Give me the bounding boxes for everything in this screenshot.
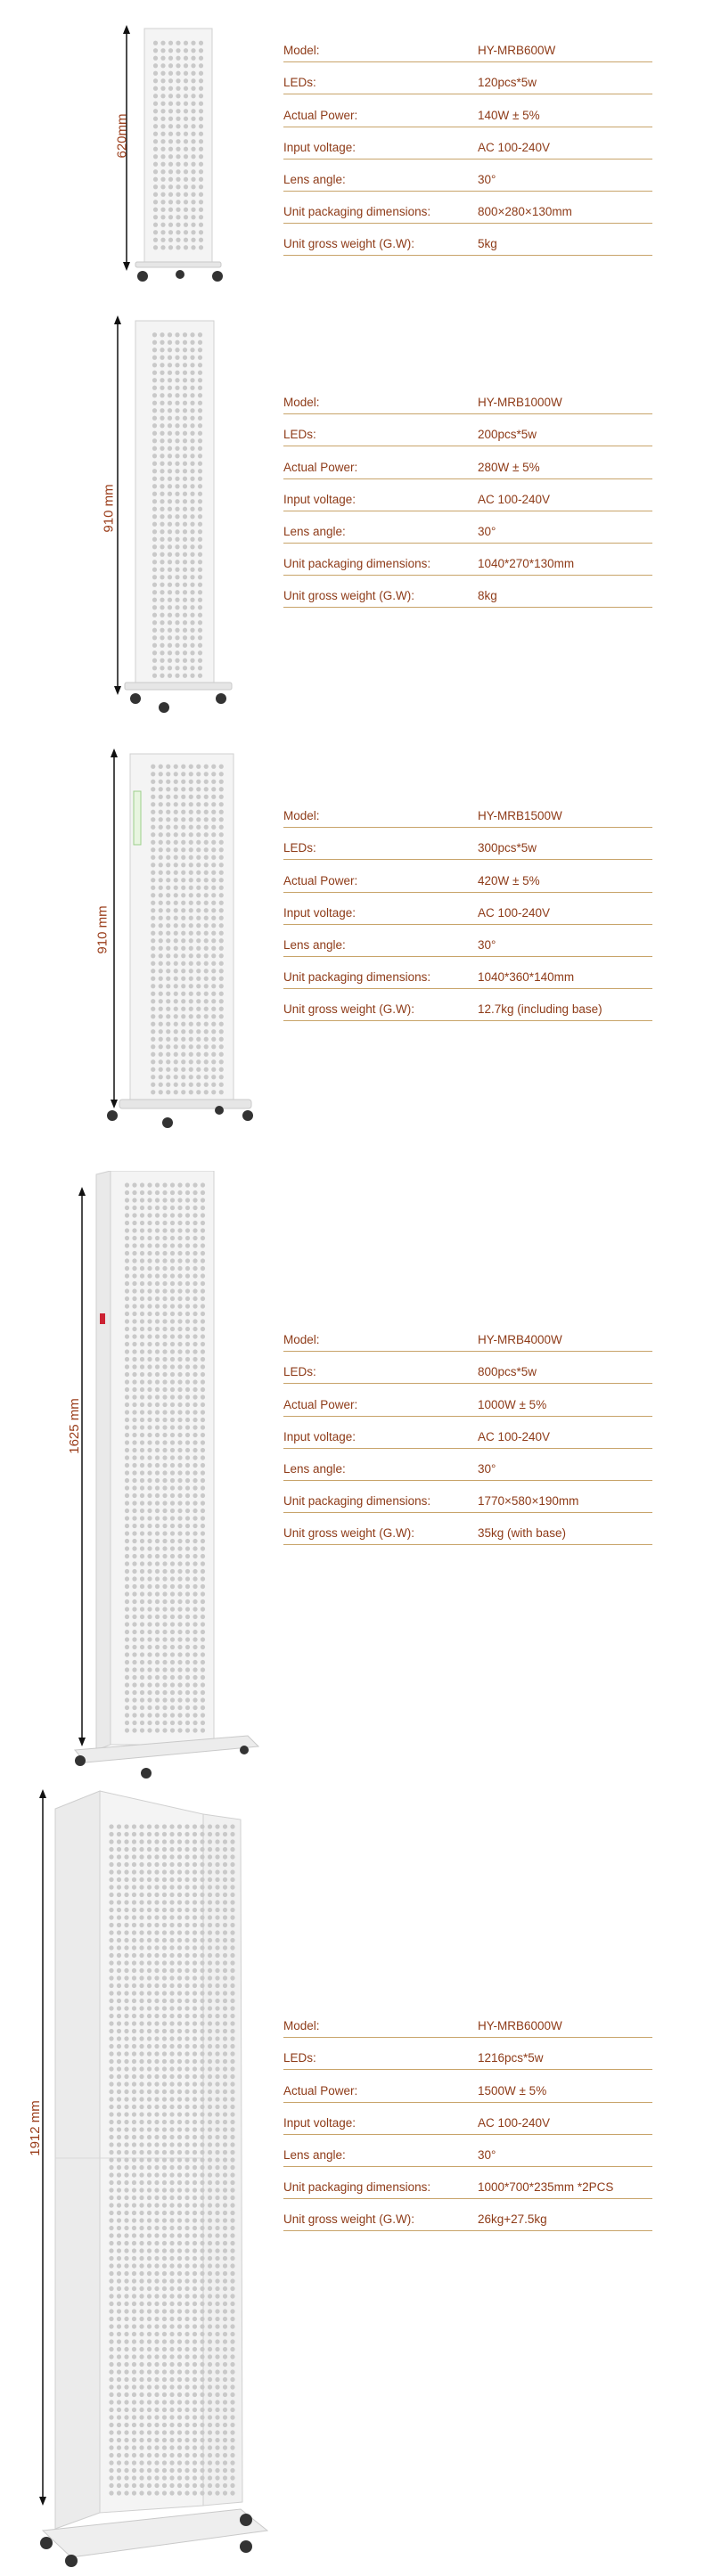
spec-label: LEDs: — [283, 1365, 316, 1379]
product-600w — [0, 0, 713, 303]
spec-value: HY-MRB600W — [478, 44, 556, 58]
led-hole-grid — [109, 1824, 234, 2495]
product-image — [105, 25, 230, 301]
spec-value: HY-MRB6000W — [478, 2019, 562, 2033]
spec-row — [283, 1357, 652, 1389]
spec-row — [283, 1486, 652, 1518]
spec-value: 30° — [478, 1461, 496, 1476]
spec-row — [283, 865, 652, 897]
spec-row — [283, 930, 652, 962]
spec-row — [283, 229, 652, 261]
spec-table — [283, 388, 652, 613]
spec-table — [283, 36, 652, 261]
spec-label: Lens angle: — [283, 172, 346, 186]
spec-value: 5kg — [478, 237, 497, 251]
spec-row — [283, 2075, 652, 2107]
spec-row — [283, 1454, 652, 1486]
spec-value: AC 100-240V — [478, 2115, 551, 2130]
spec-value: 26kg+27.5kg — [478, 2212, 547, 2227]
spec-label: Input voltage: — [283, 905, 356, 920]
spec-value: 8kg — [478, 589, 497, 603]
product-1000w — [0, 303, 713, 722]
height-dimension-label: 620mm — [114, 113, 130, 159]
spec-label: Unit packaging dimensions: — [283, 2180, 431, 2195]
spec-row — [283, 485, 652, 517]
spec-row — [283, 452, 652, 484]
spec-label: Unit packaging dimensions: — [283, 970, 431, 985]
spec-label: Lens angle: — [283, 2147, 346, 2162]
spec-value: 120pcs*5w — [478, 76, 537, 90]
spec-value: 1040*360*140mm — [478, 970, 575, 985]
spec-row — [283, 2204, 652, 2237]
spec-label: Actual Power: — [283, 460, 358, 474]
product-6000w — [0, 1773, 713, 2576]
spec-row — [283, 1389, 652, 1421]
product-image — [70, 1171, 266, 1795]
spec-value: 800×280×130mm — [478, 205, 572, 219]
spec-value: 1000*700*235mm *2PCS — [478, 2180, 614, 2195]
spec-row — [283, 36, 652, 68]
spec-label: Unit packaging dimensions: — [283, 557, 431, 571]
spec-row — [283, 1325, 652, 1357]
spec-row — [283, 801, 652, 833]
spec-value: 1040*270*130mm — [478, 557, 575, 571]
spec-label: Model: — [283, 1333, 320, 1347]
spec-row — [283, 2043, 652, 2075]
spec-value: 800pcs*5w — [478, 1365, 537, 1379]
spec-label: Unit gross weight (G.W): — [283, 237, 415, 251]
spec-label: LEDs: — [283, 76, 316, 90]
spec-value: 35kg (with base) — [478, 1526, 567, 1541]
spec-table — [283, 1325, 652, 1550]
spec-row — [283, 2108, 652, 2140]
spec-row — [283, 2011, 652, 2043]
spec-label: Lens angle: — [283, 937, 346, 952]
spec-value: 1500W ± 5% — [478, 2083, 547, 2098]
product-image — [36, 1789, 276, 2573]
spec-value: 1000W ± 5% — [478, 1397, 547, 1411]
spec-row — [283, 1518, 652, 1550]
spec-value: 30° — [478, 937, 496, 952]
spec-value: 30° — [478, 172, 496, 186]
spec-label: Unit gross weight (G.W): — [283, 589, 415, 603]
spec-row — [283, 517, 652, 549]
spec-row — [283, 833, 652, 865]
product-4000w — [0, 1149, 713, 1773]
spec-table — [283, 2011, 652, 2237]
spec-table — [283, 801, 652, 1026]
spec-label: Actual Power: — [283, 1397, 358, 1411]
spec-label: Actual Power: — [283, 2083, 358, 2098]
panel-illustration — [100, 748, 260, 1154]
spec-label: LEDs: — [283, 841, 316, 855]
spec-label: Input voltage: — [283, 140, 356, 154]
spec-row — [283, 581, 652, 613]
spec-row — [283, 898, 652, 930]
spec-row — [283, 420, 652, 452]
spec-row — [283, 962, 652, 994]
spec-value: 1770×580×190mm — [478, 1494, 579, 1509]
spec-row — [283, 994, 652, 1026]
spec-label: Actual Power: — [283, 873, 358, 887]
spec-row — [283, 2140, 652, 2172]
spec-value: AC 100-240V — [478, 905, 551, 920]
spec-label: Unit gross weight (G.W): — [283, 2212, 415, 2227]
spec-row — [283, 2172, 652, 2204]
panel-illustration — [105, 25, 230, 301]
spec-value: 1216pcs*5w — [478, 2051, 544, 2065]
height-dimension-label: 1625 mm — [66, 1398, 82, 1454]
spec-value: 30° — [478, 2147, 496, 2162]
spec-row — [283, 133, 652, 165]
spec-value: HY-MRB1000W — [478, 396, 562, 410]
spec-value: 140W ± 5% — [478, 108, 540, 122]
spec-value: 420W ± 5% — [478, 873, 540, 887]
spec-label: LEDs: — [283, 428, 316, 442]
spec-label: Model: — [283, 2019, 320, 2033]
spec-label: Unit packaging dimensions: — [283, 205, 431, 219]
spec-value: AC 100-240V — [478, 140, 551, 154]
height-dimension-label: 1912 mm — [27, 2100, 43, 2156]
spec-label: Unit packaging dimensions: — [283, 1494, 431, 1509]
spec-row — [283, 68, 652, 100]
spec-label: Model: — [283, 809, 320, 823]
product-image — [100, 315, 242, 721]
panel-illustration — [70, 1171, 266, 1795]
spec-label: Input voltage: — [283, 2115, 356, 2130]
spec-row — [283, 549, 652, 581]
spec-label: Input voltage: — [283, 1429, 356, 1443]
product-image — [100, 748, 260, 1154]
spec-value: 300pcs*5w — [478, 841, 537, 855]
spec-value: 12.7kg (including base) — [478, 1002, 602, 1017]
spec-row — [283, 197, 652, 229]
product-1500w — [0, 722, 713, 1149]
spec-label: Unit gross weight (G.W): — [283, 1526, 415, 1541]
spec-value: 200pcs*5w — [478, 428, 537, 442]
spec-label: Lens angle: — [283, 1461, 346, 1476]
height-dimension-label: 910 mm — [94, 905, 111, 954]
spec-row — [283, 1422, 652, 1454]
spec-value: AC 100-240V — [478, 492, 551, 506]
panel-illustration — [36, 1789, 276, 2573]
spec-label: Model: — [283, 396, 320, 410]
spec-value: HY-MRB1500W — [478, 809, 562, 823]
spec-label: Actual Power: — [283, 108, 358, 122]
spec-row — [283, 165, 652, 197]
spec-label: Model: — [283, 44, 320, 58]
panel-illustration — [100, 315, 242, 721]
spec-value: 30° — [478, 524, 496, 538]
spec-row — [283, 388, 652, 420]
spec-value: 280W ± 5% — [478, 460, 540, 474]
spec-label: LEDs: — [283, 2051, 316, 2065]
spec-value: AC 100-240V — [478, 1429, 551, 1443]
spec-row — [283, 100, 652, 132]
spec-label: Lens angle: — [283, 524, 346, 538]
spec-label: Input voltage: — [283, 492, 356, 506]
spec-label: Unit gross weight (G.W): — [283, 1002, 415, 1017]
height-dimension-label: 910 mm — [101, 484, 117, 533]
spec-value: HY-MRB4000W — [478, 1333, 562, 1347]
